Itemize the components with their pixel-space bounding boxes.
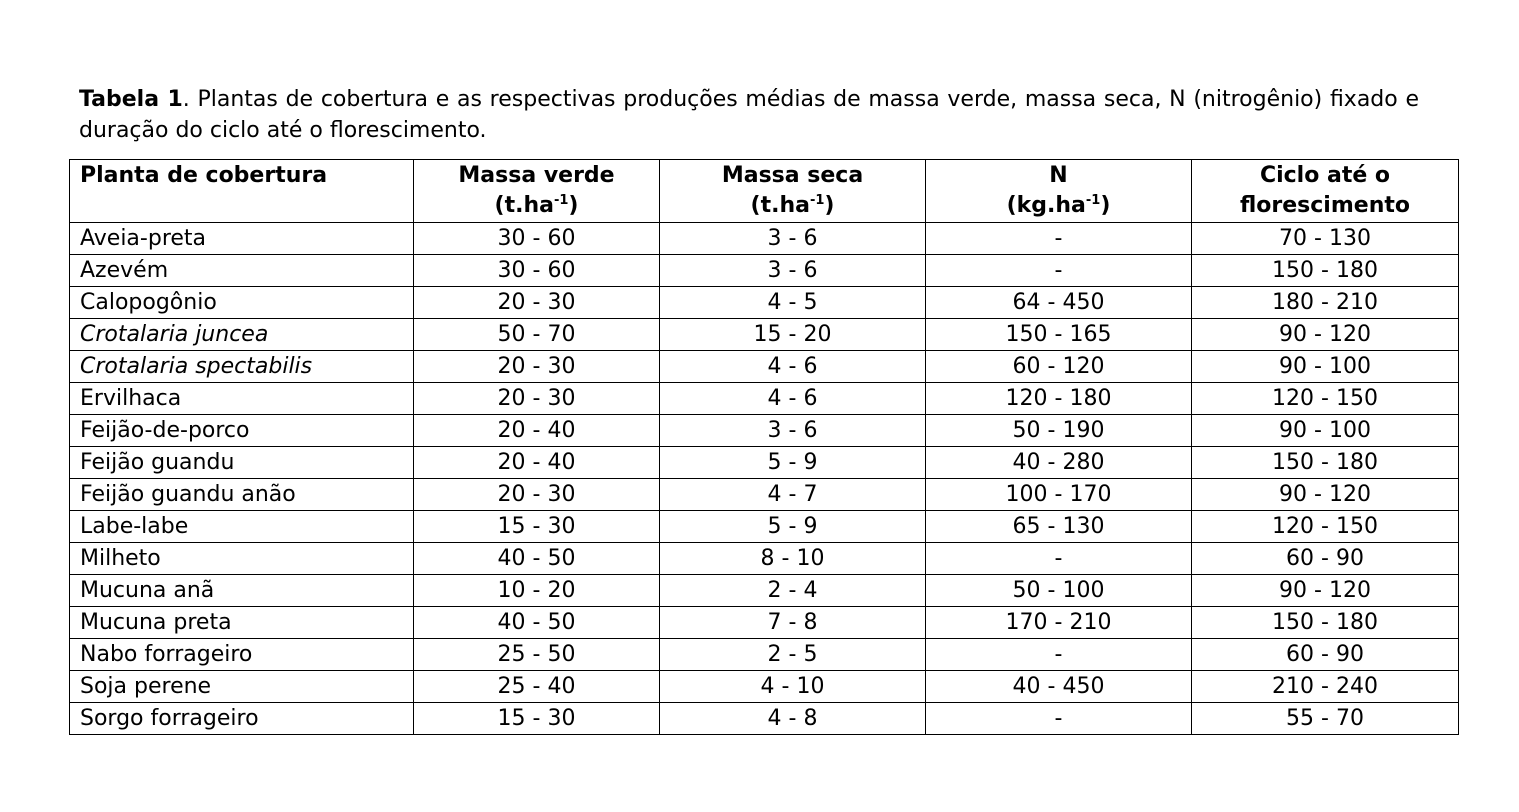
cell-ciclo: 120 - 150: [1192, 383, 1459, 415]
cell-n: -: [926, 255, 1192, 287]
table-row: [70, 383, 1459, 415]
cell-n: -: [926, 639, 1192, 671]
cell-massa-verde: 15 - 30: [414, 511, 660, 543]
cell-n: 60 - 120: [926, 351, 1192, 383]
table-row: [70, 639, 1459, 671]
table-row: [70, 351, 1459, 383]
cell-massa-verde: 20 - 40: [414, 415, 660, 447]
cell-massa-verde: 30 - 60: [414, 255, 660, 287]
cell-ciclo: 55 - 70: [1192, 703, 1459, 735]
cell-n: 120 - 180: [926, 383, 1192, 415]
cell-massa-seca: 3 - 6: [660, 223, 926, 255]
cell-massa-seca: 4 - 6: [660, 351, 926, 383]
table-row: [70, 415, 1459, 447]
cell-n: 170 - 210: [926, 607, 1192, 639]
table-row: [70, 223, 1459, 255]
table-row: [70, 575, 1459, 607]
cell-n: 150 - 165: [926, 319, 1192, 351]
cell-massa-seca: 4 - 8: [660, 703, 926, 735]
cell-planta: Labe-labe: [70, 511, 414, 543]
cell-planta: Crotalaria spectabilis: [70, 351, 414, 383]
cell-ciclo: 90 - 120: [1192, 319, 1459, 351]
table-row: [70, 543, 1459, 575]
cell-ciclo: 90 - 100: [1192, 415, 1459, 447]
cell-planta: Mucuna anã: [70, 575, 414, 607]
table-row: [70, 447, 1459, 479]
cell-planta: Mucuna preta: [70, 607, 414, 639]
cover-crops-table: [69, 159, 1459, 735]
cell-planta: Milheto: [70, 543, 414, 575]
cell-massa-seca: 2 - 4: [660, 575, 926, 607]
table-header-row: [70, 160, 1459, 223]
cell-planta: Aveia-preta: [70, 223, 414, 255]
cell-massa-verde: 10 - 20: [414, 575, 660, 607]
caption-text: . Plantas de cobertura e as respectivas produções médias de massa verde, massa seca, N (nitrogênio) fixado e duração do ciclo até o florescimento.: [79, 87, 1419, 143]
cell-n: 50 - 190: [926, 415, 1192, 447]
cell-planta: Calopogônio: [70, 287, 414, 319]
cell-n: -: [926, 703, 1192, 735]
cell-planta: Soja perene: [70, 671, 414, 703]
cell-massa-seca: 5 - 9: [660, 447, 926, 479]
table-caption: [79, 84, 1419, 146]
cell-ciclo: 150 - 180: [1192, 447, 1459, 479]
cell-ciclo: 120 - 150: [1192, 511, 1459, 543]
cell-massa-verde: 20 - 40: [414, 447, 660, 479]
cell-planta: Nabo forrageiro: [70, 639, 414, 671]
cell-massa-verde: 50 - 70: [414, 319, 660, 351]
cell-massa-seca: 7 - 8: [660, 607, 926, 639]
cell-planta: Ervilhaca: [70, 383, 414, 415]
cell-massa-verde: 25 - 50: [414, 639, 660, 671]
cell-planta: Azevém: [70, 255, 414, 287]
table-row: [70, 255, 1459, 287]
cell-massa-verde: 25 - 40: [414, 671, 660, 703]
cell-massa-verde: 15 - 30: [414, 703, 660, 735]
cell-massa-verde: 20 - 30: [414, 479, 660, 511]
table-row: [70, 479, 1459, 511]
cell-n: 64 - 450: [926, 287, 1192, 319]
cell-massa-verde: 20 - 30: [414, 287, 660, 319]
cell-massa-seca: 15 - 20: [660, 319, 926, 351]
cell-planta: Feijão guandu: [70, 447, 414, 479]
cell-ciclo: 90 - 100: [1192, 351, 1459, 383]
cell-ciclo: 180 - 210: [1192, 287, 1459, 319]
table-row: [70, 287, 1459, 319]
cell-massa-verde: 20 - 30: [414, 383, 660, 415]
header-planta: Planta de cobertura: [70, 160, 414, 223]
cell-n: -: [926, 543, 1192, 575]
cell-n: -: [926, 223, 1192, 255]
cell-massa-verde: 20 - 30: [414, 351, 660, 383]
cell-massa-seca: 3 - 6: [660, 255, 926, 287]
cell-massa-seca: 5 - 9: [660, 511, 926, 543]
cell-n: 40 - 280: [926, 447, 1192, 479]
cell-planta: Crotalaria juncea: [70, 319, 414, 351]
cell-massa-verde: 30 - 60: [414, 223, 660, 255]
cell-planta: Feijão-de-porco: [70, 415, 414, 447]
cell-massa-verde: 40 - 50: [414, 607, 660, 639]
cell-massa-seca: 4 - 7: [660, 479, 926, 511]
cell-massa-seca: 8 - 10: [660, 543, 926, 575]
table-body: [70, 223, 1459, 735]
cell-massa-seca: 3 - 6: [660, 415, 926, 447]
cell-ciclo: 70 - 130: [1192, 223, 1459, 255]
cell-massa-seca: 4 - 5: [660, 287, 926, 319]
cell-ciclo: 90 - 120: [1192, 479, 1459, 511]
header-n: N $(kg.ha^{-1})$: [926, 160, 1192, 223]
cell-planta: Sorgo forrageiro: [70, 703, 414, 735]
table-row: [70, 671, 1459, 703]
table-row: [70, 511, 1459, 543]
cell-massa-seca: 4 - 10: [660, 671, 926, 703]
cell-massa-verde: 40 - 50: [414, 543, 660, 575]
cell-massa-seca: 2 - 5: [660, 639, 926, 671]
header-ciclo: Ciclo até o florescimento: [1192, 160, 1459, 223]
header-massa-seca: Massa seca $(t.ha^{-1})$: [660, 160, 926, 223]
cell-ciclo: 60 - 90: [1192, 639, 1459, 671]
cell-n: 65 - 130: [926, 511, 1192, 543]
cell-n: 50 - 100: [926, 575, 1192, 607]
cell-ciclo: 150 - 180: [1192, 255, 1459, 287]
cell-ciclo: 210 - 240: [1192, 671, 1459, 703]
table-row: [70, 703, 1459, 735]
cell-n: 40 - 450: [926, 671, 1192, 703]
cell-planta: Feijão guandu anão: [70, 479, 414, 511]
caption-label: Tabela 1: [79, 87, 183, 112]
cell-ciclo: 150 - 180: [1192, 607, 1459, 639]
table-row: [70, 319, 1459, 351]
cell-ciclo: 90 - 120: [1192, 575, 1459, 607]
table-row: [70, 607, 1459, 639]
cell-n: 100 - 170: [926, 479, 1192, 511]
cell-massa-seca: 4 - 6: [660, 383, 926, 415]
cell-ciclo: 60 - 90: [1192, 543, 1459, 575]
header-massa-verde: Massa verde $(t.ha^{-1})$: [414, 160, 660, 223]
